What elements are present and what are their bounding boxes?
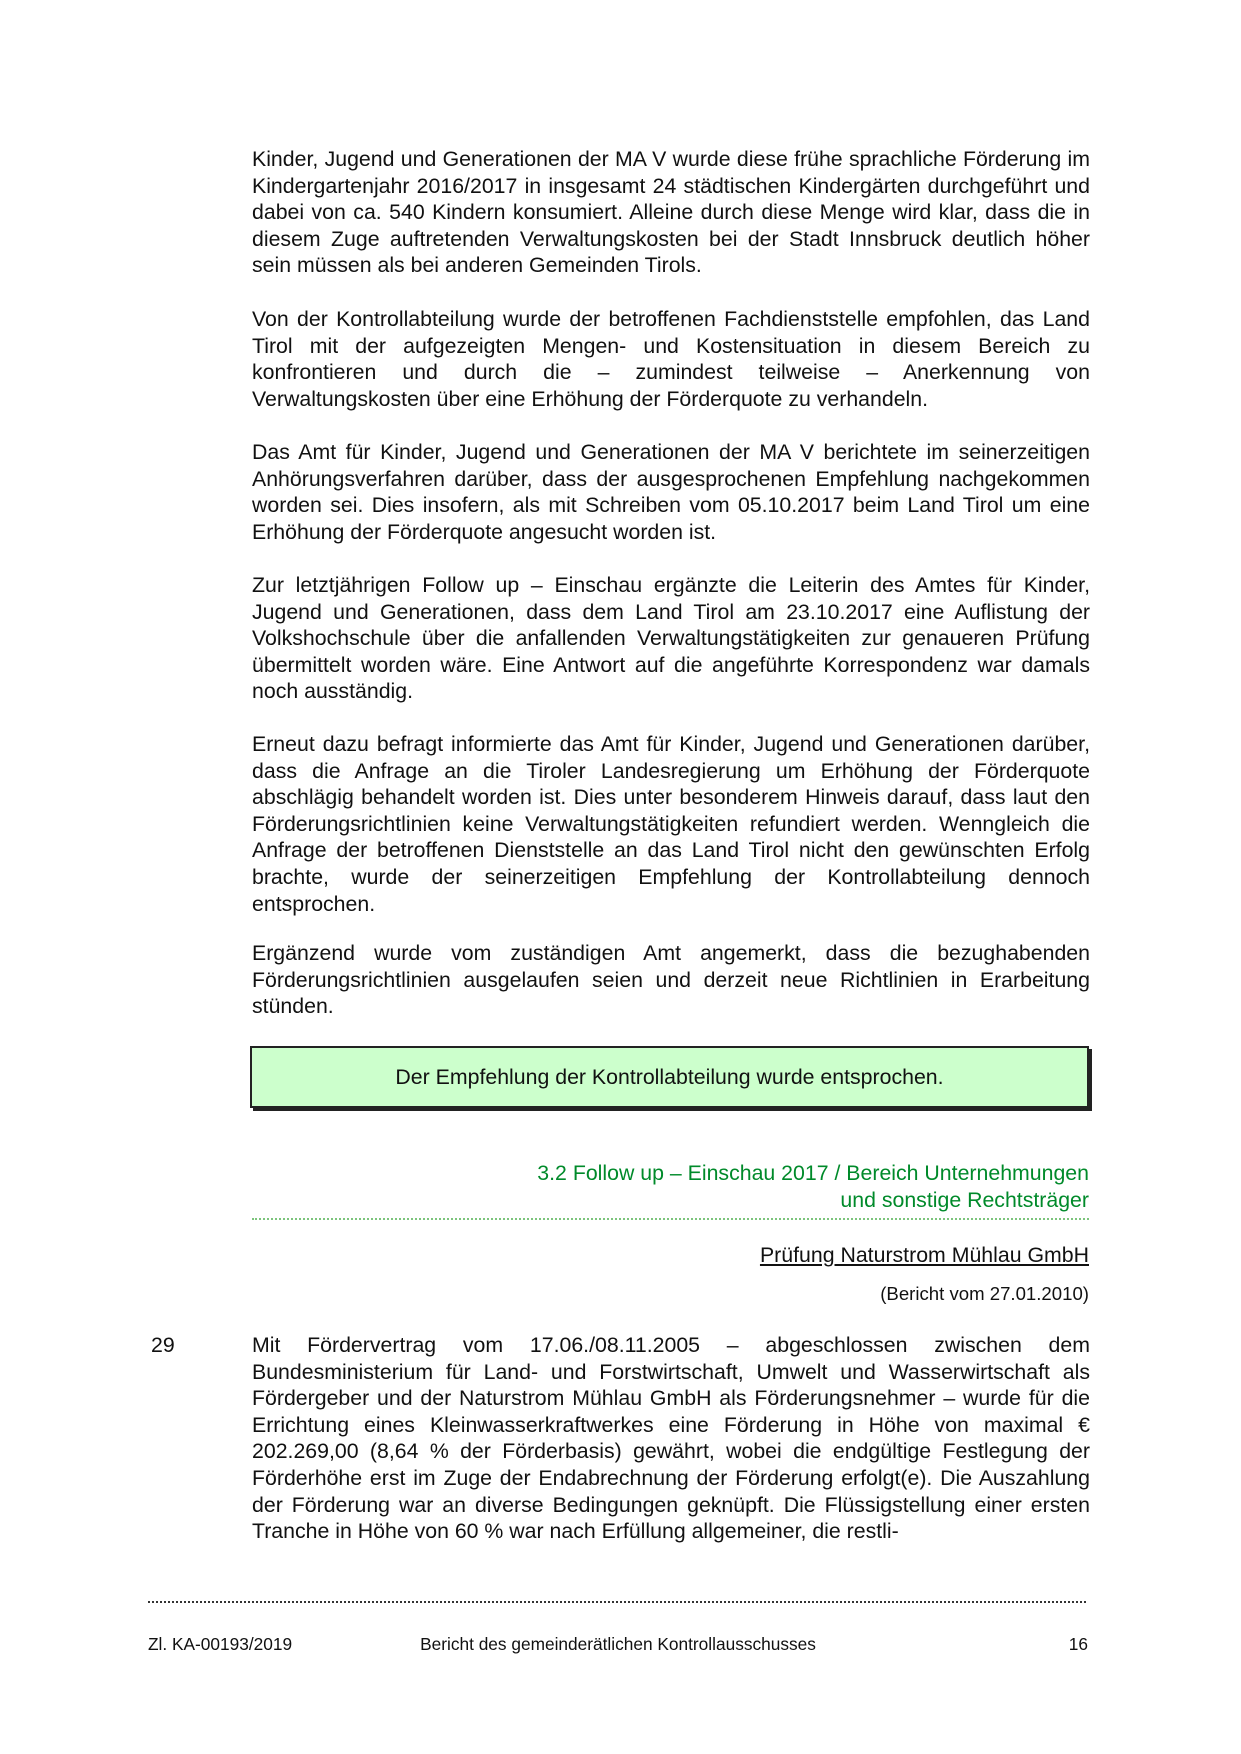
section-heading-line2: und sonstige Rechtsträger — [840, 1187, 1089, 1212]
page-footer — [148, 1632, 1088, 1656]
paragraph-anhoerungsverfahren: Das Amt für Kinder, Jugend und Generationen der MA V berichtete im seinerzeitigen Anhörungsverfahren darüber, dass der ausgesprochenen Empfehlung nachgekommen worden sei. Dies insofern, als mit Schreiben vom 05.10.2017 beim Land Tirol um eine Erhöhung der Förderquote angesucht worden ist. — [252, 440, 1090, 544]
footer-reference: Zl. KA-00193/2019 — [148, 1634, 293, 1654]
paragraph-foerdervertrag: Mit Fördervertrag vom 17.06./08.11.2005 – abgeschlossen zwischen dem Bundesministerium für Land- und Forstwirtschaft, Umwelt und Wasserwirtschaft als Fördergeber und der Naturstrom Mühlau GmbH als Förderungsnehmer – wurde für die Errichtung eines Kleinwasserkraftwerkes eine Förderung in Höhe von maximal € 202.269,00 (8,64 % der Förderbasis) gewährt, wobei die endgültige Festlegung der Förderhöhe erst im Zuge der Endabrechnung der Förderung erfolgt(e). Die Auszahlung der Förderung war an diverse Bedingungen geknüpft. Die Flüssigstellung einer ersten Tranche in Höhe von 60 % war nach Erfüllung allgemeiner, die restli- — [252, 1333, 1090, 1544]
conclusion-text: Der Empfehlung der Kontrollabteilung wurde entsprochen. — [395, 1064, 944, 1089]
paragraph-fruehe-foerderung: Kinder, Jugend und Generationen der MA V wurde diese frühe sprachliche Förderung im Kindergartenjahr 2016/2017 in insgesamt 24 städtischen Kindergärten durchgeführt und dabei von ca. 540 Kindern konsumiert. Alleine durch diese Menge wird klar, dass die in diesem Zuge auftretenden Verwaltungskosten bei der Stadt Innsbruck deutlich höher sein müssen als bei anderen Gemeinden Tirols. — [252, 147, 1090, 278]
footer-title: Bericht des gemeinderätlichen Kontrollausschusses — [420, 1634, 816, 1654]
footer-divider — [148, 1601, 1086, 1603]
paragraph-richtlinien: Ergänzend wurde vom zuständigen Amt angemerkt, dass die bezughabenden Förderungsrichtlinien ausgelaufen seien und derzeit neue Richtlinien in Erarbeitung stünden. — [252, 941, 1090, 1019]
paragraph-number: 29 — [151, 1333, 175, 1357]
section-divider — [252, 1218, 1089, 1220]
section-heading — [252, 1160, 1089, 1213]
paragraph-follow-up-einschau: Zur letztjährigen Follow up – Einschau ergänzte die Leiterin des Amtes für Kinder, Jugend und Generationen, dass dem Land Tirol am 23.10.2017 eine Auflistung der Volkshochschule über die anfallenden Verwaltungstätigkeiten zur genaueren Prüfung übermittelt worden wäre. Eine Antwort auf die angeführte Korrespondenz war damals noch ausständig. — [252, 573, 1090, 704]
exam-title: Prüfung Naturstrom Mühlau GmbH — [759, 1243, 1089, 1267]
paragraph-empfehlung: Von der Kontrollabteilung wurde der betroffenen Fachdienststelle empfohlen, das Land Tirol mit der aufgezeigten Mengen- und Kostensituation in diesem Bereich zu konfrontieren und durch die – zumindest teilweise – Anerkennung von Verwaltungskosten über eine Erhöhung der Förderquote zu verhandeln. — [252, 307, 1090, 411]
conclusion-box — [250, 1046, 1089, 1108]
page-number: 16 — [1068, 1634, 1088, 1654]
report-date: (Bericht vom 27.01.2010) — [880, 1283, 1089, 1304]
section-heading-line1: 3.2 Follow up – Einschau 2017 / Bereich Unternehmungen — [537, 1161, 1089, 1185]
paragraph-anfrage-abschlaegig: Erneut dazu befragt informierte das Amt für Kinder, Jugend und Generationen darüber, dass die Anfrage an die Tiroler Landesregierung um Erhöhung der Förderquote abschlägig behandelt worden ist. Dies unter besonderem Hinweis darauf, dass laut den Förderungsrichtlinien keine Verwaltungstätigkeiten refundiert werden. Wenngleich die Anfrage der betroffenen Dienststelle an das Land Tirol nicht den gewünschten Erfolg brachte, wurde der seinerzeitigen Empfehlung der Kontrollabteilung dennoch entsprochen. — [252, 732, 1090, 916]
